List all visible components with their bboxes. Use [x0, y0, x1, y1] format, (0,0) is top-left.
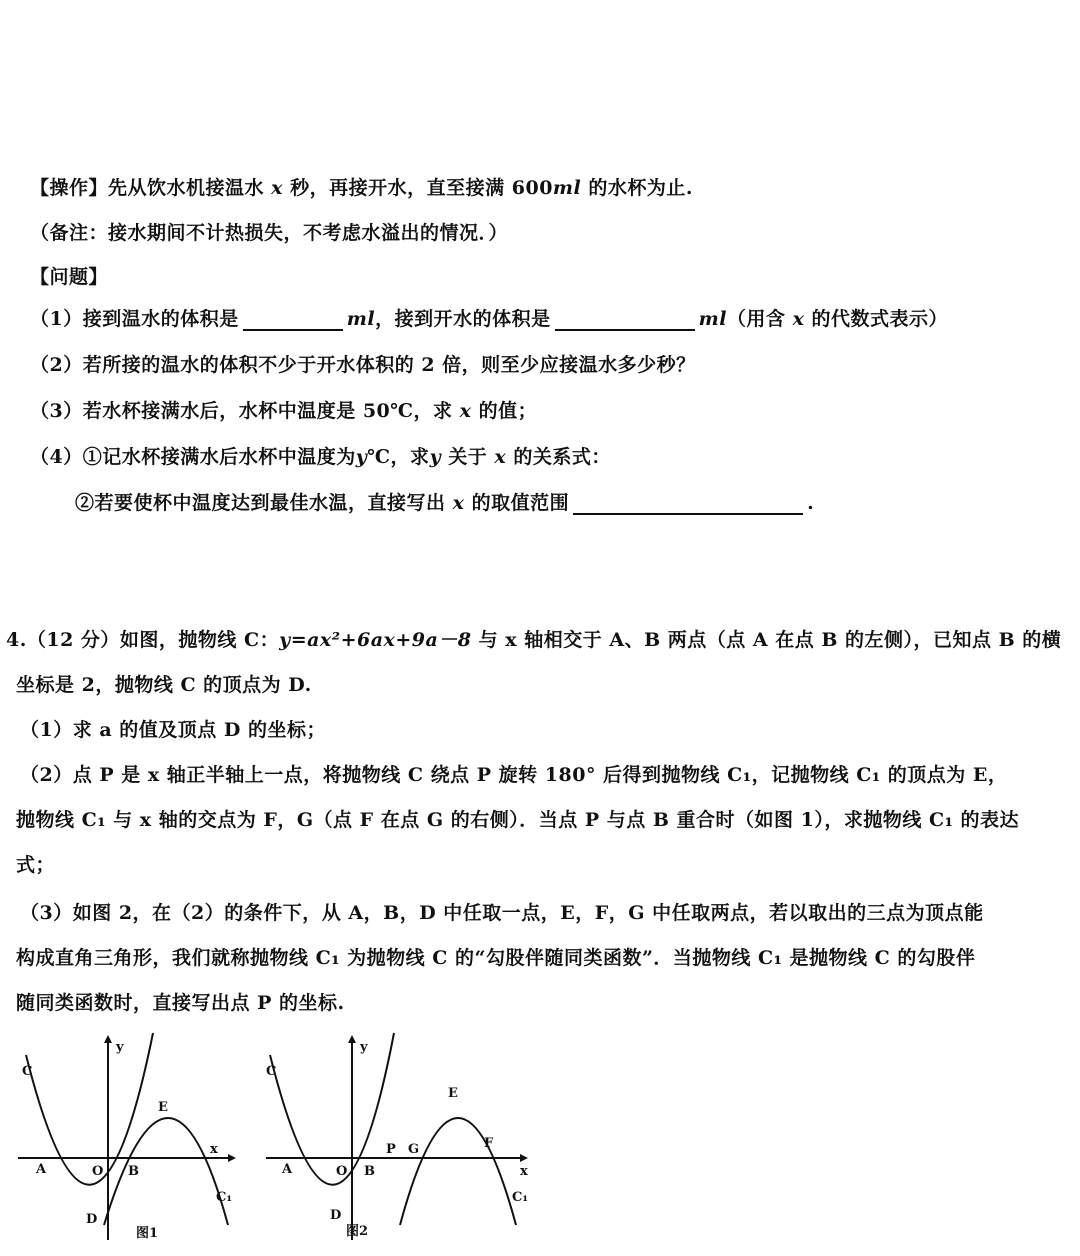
- answer-blank[interactable]: [243, 311, 343, 331]
- label-g: G: [408, 1142, 420, 1157]
- answer-blank[interactable]: [555, 311, 695, 331]
- operation-line: 【操作】先从饮水机接温水 x 秒，再接开水，直至接满 600ml 的水杯为止.: [30, 177, 693, 199]
- operation-head: 【操作】: [30, 177, 109, 199]
- label-f: F: [484, 1136, 494, 1151]
- q3-line: （3）若水杯接满水后，水杯中温度是 50℃，求 x 的值；: [30, 400, 538, 422]
- y-axis-arrow: [104, 1035, 112, 1043]
- label-o: O: [336, 1164, 348, 1179]
- q4b-line: ②若要使杯中温度达到最佳水温，直接写出 x 的取值范围 .: [75, 492, 815, 514]
- label-c1: C₁: [512, 1190, 529, 1205]
- parabola-c1: [400, 1118, 516, 1225]
- q4a-line: （4）①记水杯接满水后水杯中温度为y℃，求y 关于 x 的关系式：: [30, 446, 611, 468]
- problem4-s2a: （2）点 P 是 x 轴正半轴上一点，将抛物线 C 绕点 P 旋转 180° 后得到抛物线 C₁，记抛物线 C₁ 的顶点为 E，: [20, 764, 1008, 786]
- figure-1-caption: 图1: [136, 1226, 159, 1241]
- problem4-s1: （1）求 a 的值及顶点 D 的坐标；: [20, 719, 326, 741]
- problem4-s3a: （3）如图 2，在（2）的条件下，从 A，B，D 中任取一点，E，F，G 中任取两点，若以取出的三点为顶点能: [20, 902, 984, 924]
- label-b: B: [364, 1164, 375, 1179]
- label-b: B: [128, 1164, 139, 1179]
- note-line: （备注：接水期间不计热损失，不考虑水溢出的情况．）: [30, 222, 509, 244]
- figure-2-caption: 图2: [346, 1224, 369, 1239]
- q2-line: （2）若所接的温水的体积不少于开水体积的 2 倍，则至少应接温水多少秒？: [30, 354, 696, 376]
- answer-blank[interactable]: [573, 495, 803, 515]
- problem4-s3b: 构成直角三角形，我们就称抛物线 C₁ 为抛物线 C 的“勾股伴随同类函数”．当抛物线 C₁ 是抛物线 C 的勾股伴: [16, 947, 976, 969]
- problem4-s2c: 式；: [16, 854, 56, 876]
- label-d: D: [86, 1212, 98, 1227]
- problem4-intro: 4.（12 分）如图，抛物线 C：y=ax²+6ax+9a－8 与 x 轴相交于 A、B 两点（点 A 在点 B 的左侧），已知点 B 的横: [6, 629, 1062, 651]
- x-axis-arrow: [520, 1154, 528, 1162]
- problem4-s2b: 抛物线 C₁ 与 x 轴的交点为 F，G（点 F 在点 G 的右侧）．当点 P 与点 B 重合时（如图 1），求抛物线 C₁ 的表达: [16, 809, 1020, 831]
- question-head: 【问题】: [30, 266, 109, 288]
- figure-2: [258, 1025, 548, 1250]
- q1-line: （1）接到温水的体积是 ml，接到开水的体积是 ml（用含 x 的代数式表示）: [30, 308, 949, 330]
- label-y: y: [360, 1040, 368, 1055]
- label-y: y: [116, 1040, 124, 1055]
- label-a: A: [36, 1162, 47, 1177]
- label-c1: C₁: [216, 1190, 233, 1205]
- y-axis-arrow: [348, 1035, 356, 1043]
- label-x: x: [210, 1142, 218, 1157]
- label-p: P: [386, 1142, 396, 1157]
- parabola-c1: [104, 1118, 228, 1225]
- label-a: A: [282, 1162, 293, 1177]
- label-e: E: [158, 1100, 168, 1115]
- x-axis-arrow: [228, 1154, 236, 1162]
- label-o: O: [92, 1164, 104, 1179]
- label-e: E: [448, 1086, 458, 1101]
- figure-1: [10, 1025, 250, 1250]
- problem4-intro-2: 坐标是 2，抛物线 C 的顶点为 D.: [16, 674, 312, 696]
- label-c: C: [266, 1064, 277, 1079]
- label-d: D: [330, 1208, 342, 1223]
- label-c: C: [22, 1064, 33, 1079]
- label-x: x: [520, 1164, 528, 1179]
- problem4-s3c: 随同类函数时，直接写出点 P 的坐标.: [16, 992, 345, 1014]
